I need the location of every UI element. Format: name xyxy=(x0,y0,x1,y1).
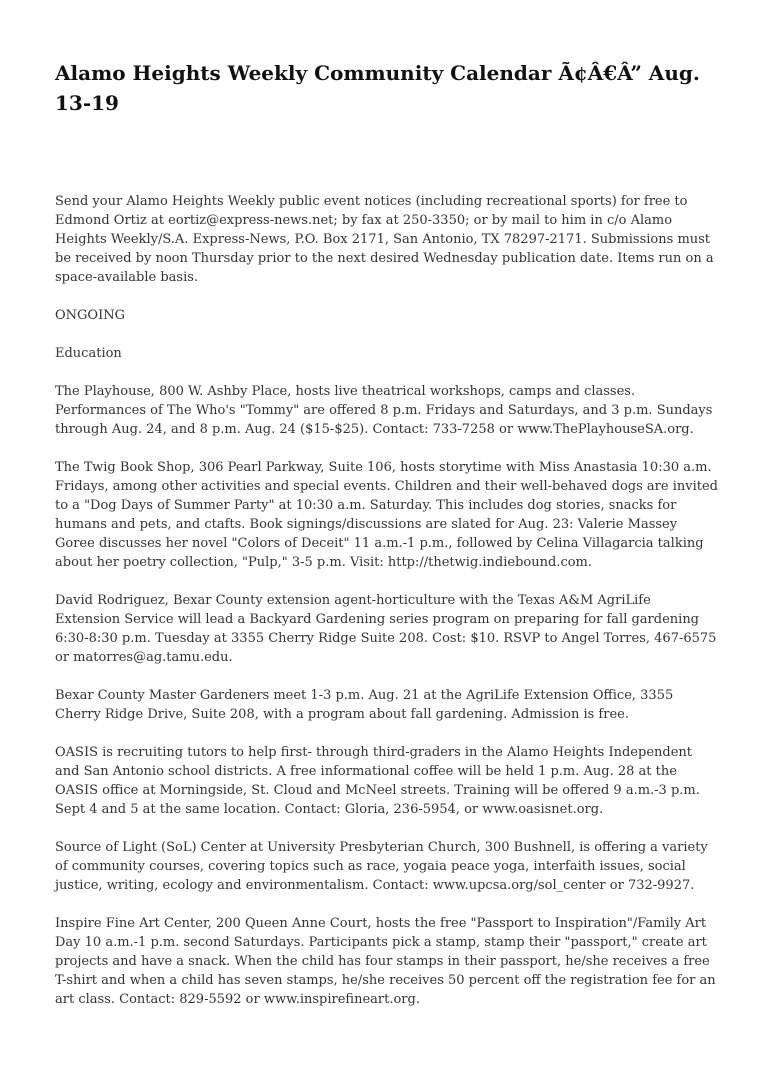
event-paragraph-inspire-fine-art: Inspire Fine Art Center, 200 Queen Anne Court, hosts the free "Passport to Inspiration"/Family Art Day 10 a.m.-1 p.m. second Saturdays. Participants pick a stamp, stamp their "passport," create art projects and have a snack. When the child has four stamps in their passport, he/she receives a free T-shirt and when a child has seven stamps, he/she receives 50 percent off the registration fee for an art class. Contact: 829-5592 or www.inspirefineart.org. xyxy=(55,916,716,1007)
event-paragraph-twig-book-shop: The Twig Book Shop, 306 Pearl Parkway, Suite 106, hosts storytime with Miss Anastasia 10:30 a.m. Fridays, among other activities and special events. Children and their well-behaved dogs are invited to a "Dog Days of Summer Party" at 10:30 a.m. Saturday. This includes dog stories, snacks for humans and pets, and ctafts. Book signings/discussions are slated for Aug. 23: Valerie Massey Goree discusses her novel "Colors of Deceit" 11 a.m.-1 p.m., followed by Celina Villagarcia talking about her poetry collection, "Pulp," 3-5 p.m. Visit: http://thetwig.indiebound.com. xyxy=(55,460,718,570)
event-paragraph-sol-center: Source of Light (SoL) Center at University Presbyterian Church, 300 Bushnell, is offering a variety of community courses, covering topics such as race, yogaia peace yoga, interfaith issues, social justice, writing, ecology and environmentalism. Contact: www.upcsa.org/sol_center or 732-9927. xyxy=(55,840,708,893)
section-heading-ongoing: ONGOING xyxy=(55,308,125,323)
event-paragraph-backyard-gardening: David Rodriguez, Bexar County extension agent-horticulture with the Texas A&M AgriLife Extension Service will lead a Backyard Gardening series program on preparing for fall gardening 6:30-8:30 p.m. Tuesday at 3355 Cherry Ridge Suite 208. Cost: $10. RSVP to Angel Torres, 467-6575 or matorres@ag.tamu.edu. xyxy=(55,593,717,665)
intro-paragraph: Send your Alamo Heights Weekly public event notices (including recreational sports) for free to Edmond Ortiz at eortiz@express-news.net; by fax at 250-3350; or by mail to him in c/o Alamo Heights Weekly/S.A. Express-News, P.O. Box 2171, San Antonio, TX 78297-2171. Submissions must be received by noon Thursday prior to the next desired Wednesday publication date. Items run on a space-available basis. xyxy=(55,194,714,285)
document-title: Alamo Heights Weekly Community Calendar Ã¢Â€Â” Aug. 13-19 xyxy=(55,61,700,115)
document-page xyxy=(55,58,720,1028)
event-paragraph-playhouse: The Playhouse, 800 W. Ashby Place, hosts live theatrical workshops, camps and classes. Performances of The Who's "Tommy" are offered 8 p.m. Fridays and Saturdays, and 3 p.m. Sundays through Aug. 24, and 8 p.m. Aug. 24 ($15-$25). Contact: 733-7258 or www.ThePlayhouseSA.org. xyxy=(55,384,713,437)
event-paragraph-oasis: OASIS is recruiting tutors to help first- through third-graders in the Alamo Heights Independent and San Antonio school districts. A free informational coffee will be held 1 p.m. Aug. 28 at the OASIS office at Morningside, St. Cloud and McNeel streets. Training will be offered 9 a.m.-3 p.m. Sept 4 and 5 at the same location. Contact: Gloria, 236-5954, or www.oasisnet.org. xyxy=(55,745,700,817)
section-heading-education: Education xyxy=(55,346,122,361)
event-paragraph-master-gardeners: Bexar County Master Gardeners meet 1-3 p.m. Aug. 21 at the AgriLife Extension Office, 3355 Cherry Ridge Drive, Suite 208, with a program about fall gardening. Admission is free. xyxy=(55,688,674,722)
document-body xyxy=(55,192,720,1009)
